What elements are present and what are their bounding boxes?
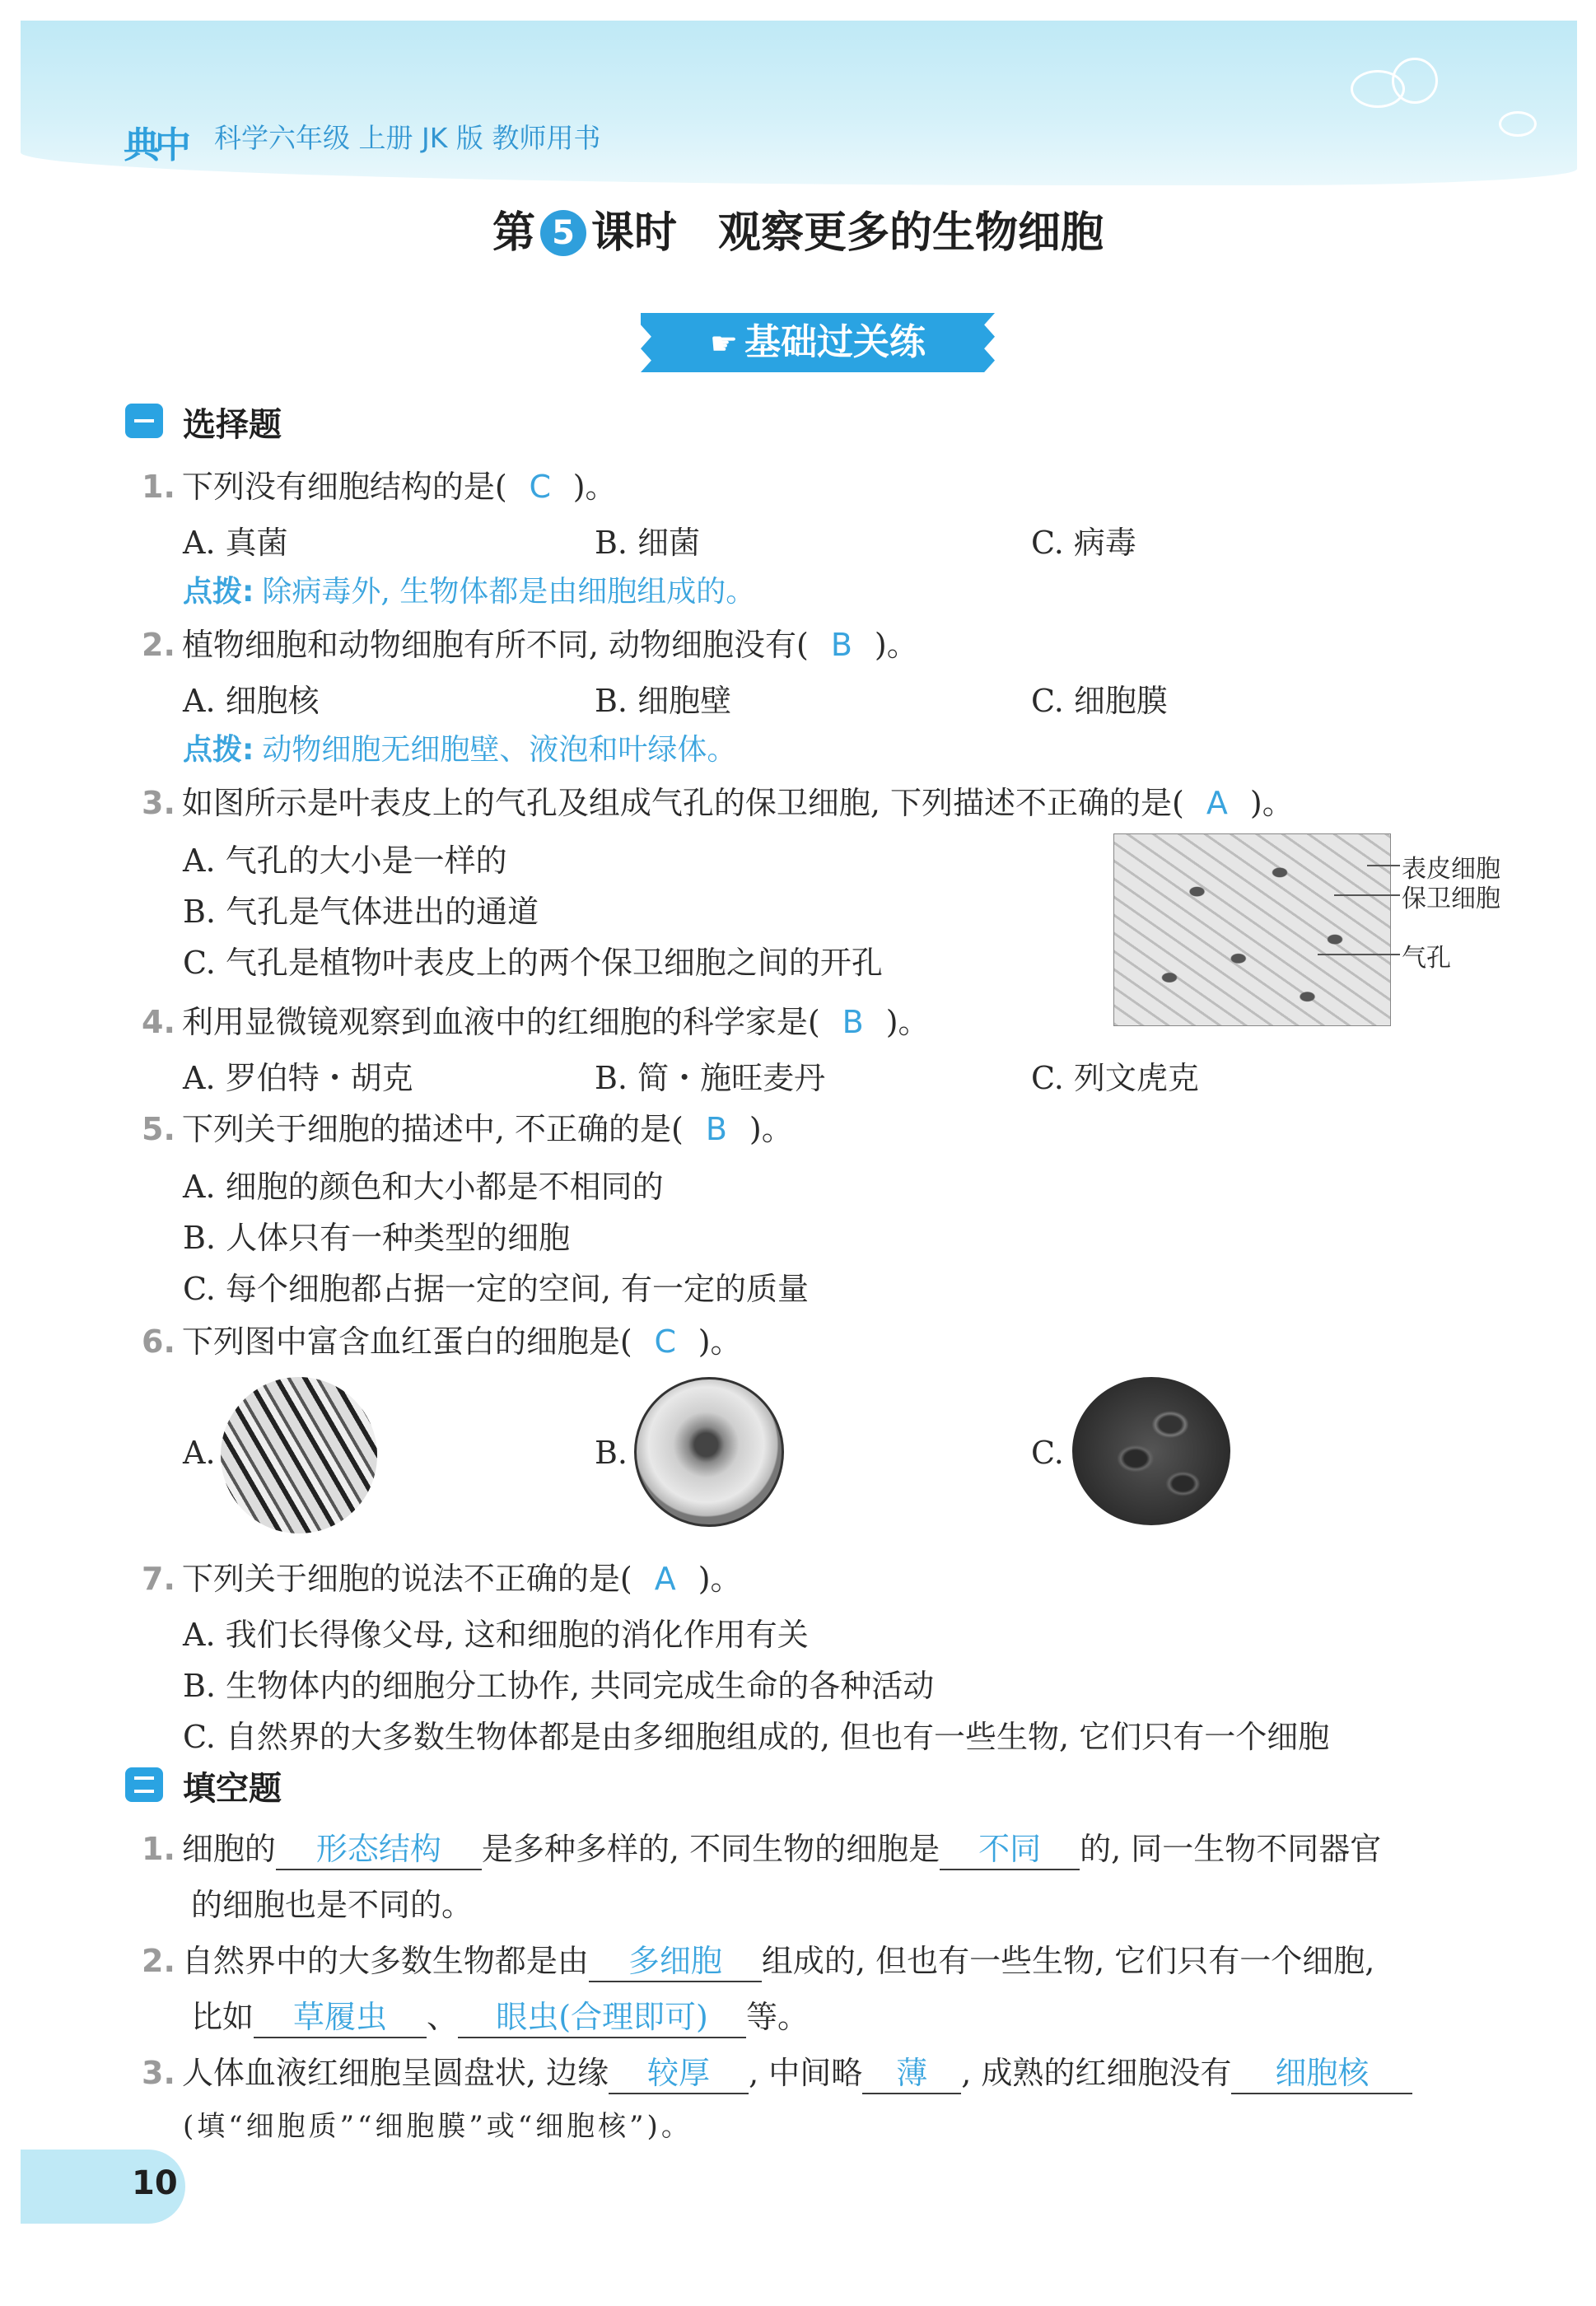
cloud-icon <box>1499 111 1537 137</box>
question-text: 下列关于细胞的描述中, 不正确的是( <box>181 1111 684 1147</box>
option-b: B. 人体只有一种类型的细胞 <box>183 1220 571 1256</box>
answer: B <box>705 1111 727 1147</box>
pointing-hand-icon: ☛ <box>709 325 739 362</box>
text: 比如 <box>191 1999 254 2035</box>
option-a: A. 细胞核 <box>183 683 320 719</box>
figure-label: 表皮细胞 <box>1402 855 1500 884</box>
option-b: B. 气孔是气体进出的通道 <box>183 894 539 930</box>
option-a: A. 真菌 <box>183 525 288 561</box>
fill-question-3 <box>142 2047 1412 2094</box>
option-b: B. 细胞壁 <box>595 683 732 719</box>
lesson-number: 5 <box>540 210 586 256</box>
question-number: 6. <box>142 1323 175 1360</box>
answer-blank: 草履虫 <box>254 1991 427 2038</box>
question-number: 1. <box>142 1831 175 1867</box>
answer-blank: 细胞核 <box>1231 2047 1412 2094</box>
hint-label: 点拨: <box>183 575 254 609</box>
hint <box>183 568 755 610</box>
question-2 <box>142 619 918 665</box>
option-c: C. 自然界的大多数生物体都是由多细胞组成的, 但也有一些生物, 它们只有一个细胞 <box>183 1719 1330 1755</box>
answer-blank: 多细胞 <box>589 1935 762 1982</box>
text: , 成熟的红细胞没有 <box>961 2055 1232 2091</box>
question-text: 利用显微镜观察到血液中的红细胞的科学家是( <box>181 1004 820 1040</box>
option-a: A. 气孔的大小是一样的 <box>183 843 507 879</box>
answer-blank: 较厚 <box>609 2047 749 2094</box>
hint-label: 点拨: <box>183 733 254 767</box>
question-6 <box>142 1316 742 1361</box>
section-one-icon <box>125 404 163 438</box>
lesson-name: 观察更多的生物细胞 <box>718 208 1104 258</box>
question-end: )。 <box>572 469 617 505</box>
question-text: 下列没有细胞结构的是( <box>181 469 507 505</box>
question-end: )。 <box>874 627 918 663</box>
answer: B <box>842 1004 864 1040</box>
question-4 <box>142 997 930 1042</box>
question-text: 植物细胞和动物细胞有所不同, 动物细胞没有( <box>181 627 809 663</box>
option-b: B. 细菌 <box>595 525 701 561</box>
label-line <box>1318 954 1400 955</box>
text: 组成的, 但也有一些生物, 它们只有一个细胞, <box>761 1943 1375 1979</box>
fill-question-2 <box>142 1935 1374 1982</box>
option-a: A. 我们长得像父母, 这和细胞的消化作用有关 <box>183 1617 809 1653</box>
answer: C <box>654 1323 676 1360</box>
answer: C <box>529 469 551 505</box>
option-a: A. 罗伯特・胡克 <box>183 1060 413 1096</box>
cloud-icon <box>1392 58 1438 104</box>
tissue-cell-image <box>221 1377 377 1533</box>
answer-blank: 薄 <box>862 2047 961 2094</box>
fill-question-3-line2: (填“细胞质”“细胞膜”或“细胞核”)。 <box>183 2110 693 2143</box>
question-number: 3. <box>142 785 175 821</box>
question-number: 5. <box>142 1111 175 1147</box>
fill-question-1 <box>142 1823 1381 1870</box>
text: 自然界中的大多数生物都是由 <box>181 1943 589 1979</box>
header-band <box>21 21 1577 185</box>
answer-blank: 眼虫(合理即可) <box>458 1991 746 2038</box>
lesson-suffix: 课时 <box>590 208 677 258</box>
single-cell-image <box>634 1377 784 1527</box>
text: 等。 <box>746 1999 810 2035</box>
question-end: )。 <box>1249 785 1294 821</box>
section-two-icon <box>125 1767 163 1802</box>
question-1 <box>142 461 617 506</box>
option-b: B. 简・施旺麦丹 <box>595 1060 826 1096</box>
hint-text: 动物细胞无细胞壁、液泡和叶绿体。 <box>262 733 737 767</box>
answer: A <box>1206 785 1228 821</box>
question-text: 如图所示是叶表皮上的气孔及组成气孔的保卫细胞, 下列描述不正确的是( <box>181 785 1184 821</box>
label-line <box>1367 865 1400 866</box>
question-3 <box>142 777 1294 823</box>
question-number: 1. <box>142 469 175 505</box>
question-5 <box>142 1104 793 1149</box>
question-number: 7. <box>142 1561 175 1597</box>
header-title: 科学六年级 上册 JK 版 教师用书 <box>214 122 601 154</box>
figure-label: 保卫细胞 <box>1402 885 1500 913</box>
text: 、 <box>427 1999 459 2035</box>
option-b-label: B. <box>595 1435 628 1471</box>
question-number: 4. <box>142 1004 175 1040</box>
question-end: )。 <box>749 1111 793 1147</box>
question-number: 2. <box>142 1943 175 1979</box>
option-a: A. 细胞的颜色和大小都是不相同的 <box>183 1169 664 1205</box>
lesson-prefix: 第 <box>492 208 535 258</box>
question-number: 3. <box>142 2055 175 2091</box>
hint-text: 除病毒外, 生物体都是由细胞组成的。 <box>262 575 756 609</box>
question-end: )。 <box>885 1004 930 1040</box>
question-end: )。 <box>698 1323 742 1360</box>
question-7 <box>142 1553 742 1599</box>
text: 的, 同一生物不同器官 <box>1080 1831 1382 1867</box>
fill-question-2-line2 <box>191 1991 809 2038</box>
question-text: 下列关于细胞的说法不正确的是( <box>181 1561 632 1597</box>
red-blood-cell-image <box>1072 1377 1230 1525</box>
answer: B <box>830 627 852 663</box>
header-logo: 典中 <box>124 124 186 166</box>
text: , 中间略 <box>749 2055 863 2091</box>
answer-blank: 形态结构 <box>276 1823 482 1870</box>
option-b: B. 生物体内的细胞分工协作, 共同完成生命的各种活动 <box>183 1668 935 1704</box>
option-c: C. 病毒 <box>1031 525 1136 561</box>
question-number: 2. <box>142 627 175 663</box>
lesson-title <box>0 198 1596 259</box>
text: 人体血液红细胞呈圆盘状, 边缘 <box>181 2055 609 2091</box>
answer: A <box>654 1561 676 1597</box>
page-number: 10 <box>132 2164 178 2202</box>
question-text: 下列图中富含血红蛋白的细胞是( <box>181 1323 632 1360</box>
option-c: C. 列文虎克 <box>1031 1060 1199 1096</box>
section-one-title: 选择题 <box>183 406 282 444</box>
hint <box>183 726 736 768</box>
figure-label: 气孔 <box>1402 944 1451 973</box>
stomata-micrograph <box>1113 833 1391 1026</box>
banner-label: 基础过关练 <box>744 321 926 363</box>
option-c: C. 气孔是植物叶表皮上的两个保卫细胞之间的开孔 <box>183 945 883 981</box>
section-two-title: 填空题 <box>183 1770 282 1808</box>
option-a-label: A. <box>183 1435 216 1471</box>
label-line <box>1334 894 1400 896</box>
option-c: C. 每个细胞都占据一定的空间, 有一定的质量 <box>183 1271 810 1307</box>
banner-text <box>641 315 995 374</box>
fill-question-1-line2: 的细胞也是不同的。 <box>191 1887 474 1923</box>
text: 细胞的 <box>181 1831 276 1867</box>
option-c: C. 细胞膜 <box>1031 683 1168 719</box>
question-end: )。 <box>698 1561 742 1597</box>
answer-blank: 不同 <box>940 1823 1080 1870</box>
text: 是多种多样的, 不同生物的细胞是 <box>481 1831 940 1867</box>
option-c-label: C. <box>1031 1435 1064 1471</box>
